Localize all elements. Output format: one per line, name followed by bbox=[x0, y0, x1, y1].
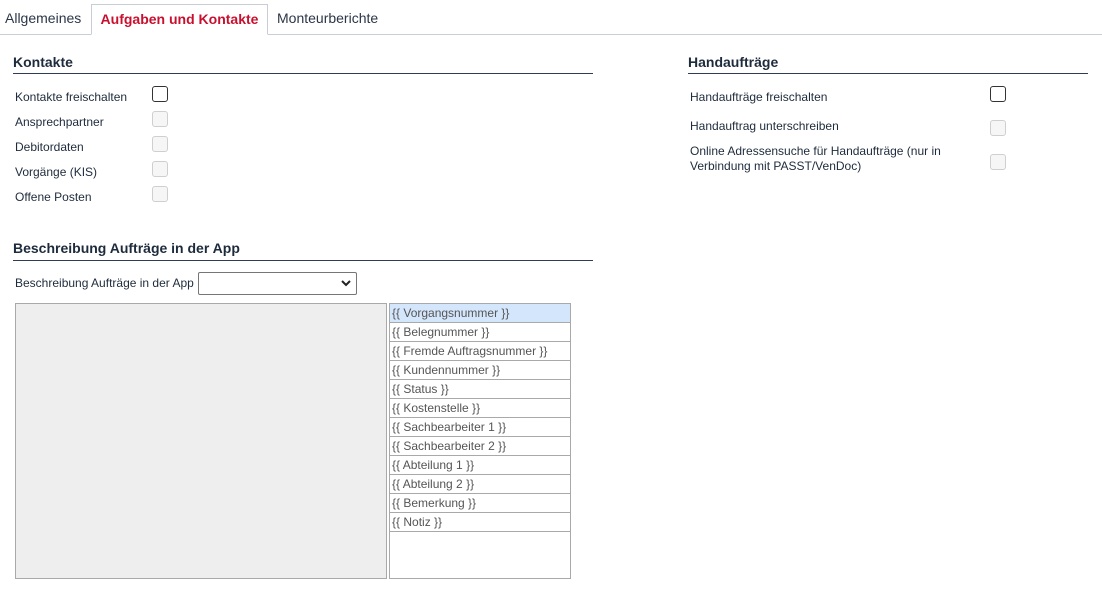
placeholder-list bbox=[389, 303, 571, 579]
placeholder-item-kundennummer[interactable]: {{ Kundennummer }} bbox=[390, 361, 570, 380]
placeholder-item-vorgangsnummer[interactable]: {{ Vorgangsnummer }} bbox=[390, 304, 570, 323]
beschreibung-select-label: Beschreibung Aufträge in der App bbox=[15, 276, 194, 290]
handauftraege-freischalten-label: Handaufträge freischalten bbox=[690, 90, 828, 104]
placeholder-item-sachbearbeiter-1[interactable]: {{ Sachbearbeiter 1 }} bbox=[390, 418, 570, 437]
kontakte-heading: Kontakte bbox=[13, 54, 73, 70]
placeholder-item-sachbearbeiter-2[interactable]: {{ Sachbearbeiter 2 }} bbox=[390, 437, 570, 456]
ansprechpartner-label: Ansprechpartner bbox=[15, 115, 104, 129]
ansprechpartner-checkbox[interactable] bbox=[152, 111, 168, 127]
placeholder-item-bemerkung[interactable]: {{ Bemerkung }} bbox=[390, 494, 570, 513]
tab-allgemeines[interactable]: Allgemeines bbox=[5, 10, 82, 26]
tab-aufgaben-und-kontakte[interactable]: Aufgaben und Kontakte bbox=[91, 4, 268, 35]
placeholder-item-abteilung-1[interactable]: {{ Abteilung 1 }} bbox=[390, 456, 570, 475]
online-adressensuche-checkbox[interactable] bbox=[990, 154, 1006, 170]
placeholder-item-kostenstelle[interactable]: {{ Kostenstelle }} bbox=[390, 399, 570, 418]
tab-bar bbox=[0, 0, 1102, 35]
beschreibung-heading: Beschreibung Aufträge in der App bbox=[13, 240, 240, 256]
tab-monteurberichte[interactable]: Monteurberichte bbox=[277, 10, 379, 26]
debitordaten-label: Debitordaten bbox=[15, 140, 84, 154]
handauftrag-unterschreiben-checkbox[interactable] bbox=[990, 120, 1006, 136]
online-adressensuche-label-line1: Online Adressensuche für Handaufträge (nur in bbox=[690, 144, 941, 158]
kontakte-freischalten-checkbox[interactable] bbox=[152, 86, 168, 102]
placeholder-item-fremde-auftragsnummer[interactable]: {{ Fremde Auftragsnummer }} bbox=[390, 342, 570, 361]
kontakte-freischalten-label: Kontakte freischalten bbox=[15, 90, 128, 104]
vorgaenge-kis-checkbox[interactable] bbox=[152, 161, 168, 177]
placeholder-item-notiz[interactable]: {{ Notiz }} bbox=[390, 513, 570, 532]
offene-posten-label: Offene Posten bbox=[15, 190, 92, 204]
offene-posten-checkbox[interactable] bbox=[152, 186, 168, 202]
kontakte-divider bbox=[13, 73, 593, 74]
placeholder-item-status[interactable]: {{ Status }} bbox=[390, 380, 570, 399]
debitordaten-checkbox[interactable] bbox=[152, 136, 168, 152]
handauftraege-divider bbox=[688, 73, 1088, 74]
handauftraege-heading: Handaufträge bbox=[688, 54, 779, 70]
vorgaenge-kis-label: Vorgänge (KIS) bbox=[15, 165, 98, 179]
online-adressensuche-label bbox=[690, 144, 941, 174]
beschreibung-select[interactable] bbox=[198, 272, 357, 295]
chevron-down-icon bbox=[341, 280, 351, 287]
beschreibung-textarea[interactable] bbox=[15, 303, 387, 579]
placeholder-item-abteilung-2[interactable]: {{ Abteilung 2 }} bbox=[390, 475, 570, 494]
beschreibung-divider bbox=[13, 260, 593, 261]
online-adressensuche-label-line2: Verbindung mit PASST/VenDoc) bbox=[690, 159, 862, 173]
handauftrag-unterschreiben-label: Handauftrag unterschreiben bbox=[690, 119, 839, 133]
handauftraege-freischalten-checkbox[interactable] bbox=[990, 86, 1006, 102]
placeholder-item-belegnummer[interactable]: {{ Belegnummer }} bbox=[390, 323, 570, 342]
